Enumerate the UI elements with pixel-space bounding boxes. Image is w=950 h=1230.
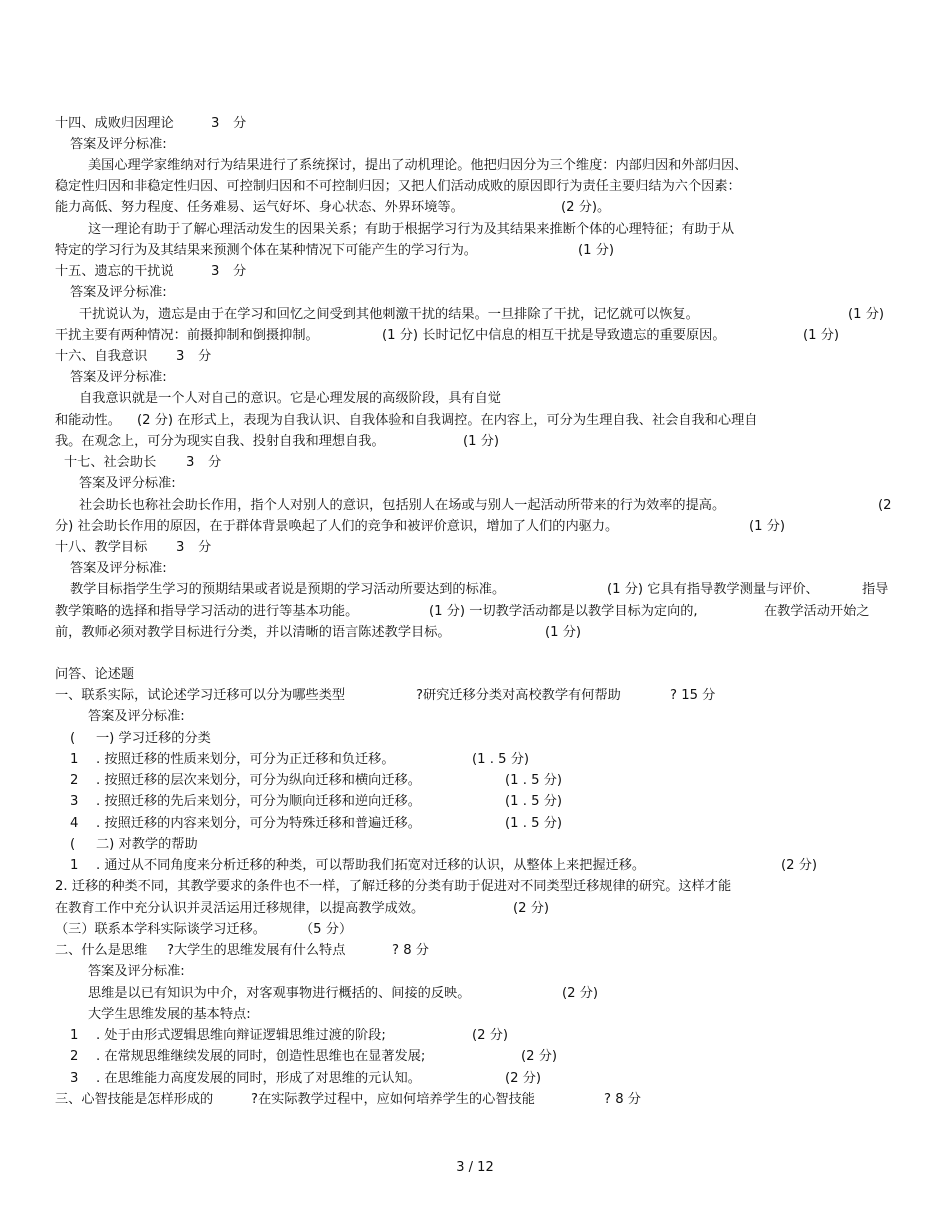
text-run: 分 xyxy=(233,116,247,131)
text-run: 4 xyxy=(70,816,79,831)
text-run: . 在思维能力高度发展的同时，形成了对思维的元认知。 xyxy=(96,1071,421,1086)
text-run: 稳定性归因和非稳定性归因、可控制归因和不可控制归因；又把人们活动成败的原因即行为责任主要归结为六个因素： xyxy=(55,179,741,194)
text-run: (2 分) xyxy=(562,986,599,1001)
text-run: 答案及评分标准: xyxy=(70,137,167,152)
text-run: (1 分) xyxy=(545,625,582,640)
text-run: 答案及评分标准: xyxy=(70,370,167,385)
text-run: (1 分) xyxy=(578,243,615,258)
text-run: 思维是以已有知识为中介，对客观事物进行概括的、间接的反映。 xyxy=(88,986,471,1001)
text-run: (1 分) xyxy=(803,328,840,343)
text-run: 答案及评分标准: xyxy=(79,476,176,491)
text-run: 2 xyxy=(70,773,79,788)
text-run: 指导 xyxy=(862,582,889,597)
text-run: ( xyxy=(70,731,76,746)
text-run: . 处于由形式逻辑思维向辩证逻辑思维过渡的阶段; xyxy=(96,1028,386,1043)
text-run: 教学目标指学生学习的预期结果或者说是预期的学习活动所要达到的标准。 xyxy=(70,582,506,597)
text-run: 干扰主要有两种情况：前摄抑制和倒摄抑制。 xyxy=(55,328,319,343)
text-run: 我。在观念上，可分为现实自我、投射自我和理想自我。 xyxy=(55,434,385,449)
text-run: . 按照迁移的先后来划分，可分为顺向迁移和逆向迁移。 xyxy=(96,794,421,809)
text-run: 前，教师必须对教学目标进行分类，并以清晰的语言陈述教学目标。 xyxy=(55,625,451,640)
text-run: 自我意识就是一个人对自己的意识。它是心理发展的高级阶段，具有自觉 xyxy=(79,391,501,406)
text-run: 干扰说认为，遗忘是由于在学习和回忆之间受到其他刺激干扰的结果。一旦排除了干扰，记忆就可以恢复。 xyxy=(79,307,699,322)
text-run: (1 分) 长时记忆中信息的相互干扰是导致遗忘的重要原因。 xyxy=(382,328,726,343)
text-run: (1 分) 它具有指导教学测量与评价、 xyxy=(607,582,819,597)
text-run: 答案及评分标准: xyxy=(88,709,185,724)
text-run: 十五、遗忘的干扰说 xyxy=(55,264,174,279)
text-run: 美国心理学家维纳对行为结果进行了系统探讨，提出了动机理论。他把归因分为三个维度：内部归因和外部归因、 xyxy=(88,158,748,173)
text-run: (2 分) 在形式上，表现为自我认识、自我体验和自我调控。在内容上，可分为生理自我、社会自我和心理自 xyxy=(137,413,758,428)
text-run: 社会助长也称社会助长作用，指个人对别人的意识，包括别人在场或与别人一起活动所带来的行为效率的提高。 xyxy=(79,498,726,513)
text-run: ( xyxy=(70,837,76,852)
text-run: 3 xyxy=(211,264,220,279)
text-run: 1 xyxy=(70,752,79,767)
text-run: 3 xyxy=(70,1071,79,1086)
text-run: 分) 社会助长作用的原因，在于群体背景唤起了人们的竞争和被评价意识，增加了人们的内驱力。 xyxy=(55,519,619,534)
text-run: 和能动性。 xyxy=(55,413,121,428)
text-run: 十六、自我意识 xyxy=(55,349,148,364)
text-run: (1 . 5 分) xyxy=(505,816,563,831)
text-run: 大学生思维发展的基本特点: xyxy=(88,1007,251,1022)
text-run: 1 xyxy=(70,1028,79,1043)
text-run: . 在常规思维继续发展的同时，创造性思维也在显著发展; xyxy=(96,1049,426,1064)
text-run: (2 分) xyxy=(521,1049,558,1064)
text-run: (1 分) 一切教学活动都是以教学目标为定向的, xyxy=(429,604,698,619)
text-run: 分 xyxy=(198,349,212,364)
text-run: 三、心智技能是怎样形成的 xyxy=(55,1092,214,1107)
page-number: 3 / 12 xyxy=(456,1160,494,1175)
text-run: 教学策略的选择和指导学习活动的进行等基本功能。 xyxy=(55,604,359,619)
text-run: 答案及评分标准: xyxy=(88,964,185,979)
text-run: (1 . 5 分) xyxy=(505,794,563,809)
text-run: 分 xyxy=(198,540,212,555)
text-run: (2 分) xyxy=(505,1071,542,1086)
text-run: ?大学生的思维发展有什么特点 xyxy=(167,943,346,958)
text-run: . 按照迁移的性质来划分，可分为正迁移和负迁移。 xyxy=(96,752,395,767)
text-run: (2 分) xyxy=(472,1028,509,1043)
text-run: 问答、论述题 xyxy=(55,667,135,682)
text-run: ? 8 分 xyxy=(604,1092,641,1107)
text-run: 3 xyxy=(70,794,79,809)
text-run: (2 分) xyxy=(513,901,550,916)
text-run: 答案及评分标准: xyxy=(70,285,167,300)
text-run: 十八、教学目标 xyxy=(55,540,148,555)
text-run: (1 分) xyxy=(749,519,786,534)
text-run: 1 xyxy=(70,858,79,873)
text-run: (1 分) xyxy=(463,434,500,449)
text-run: . 通过从不同角度来分析迁移的种类，可以帮助我们拓宽对迁移的认识，从整体上来把握迁移。 xyxy=(96,858,646,873)
text-run: (2 xyxy=(878,498,892,513)
text-run: 2 xyxy=(70,1049,79,1064)
text-run: 特定的学习行为及其结果来预测个体在某种情况下可能产生的学习行为。 xyxy=(55,243,477,258)
text-run: ? 8 分 xyxy=(392,943,429,958)
text-run: (1 分) xyxy=(848,307,885,322)
text-run: 3 xyxy=(176,540,185,555)
text-run: (2 分) xyxy=(781,858,818,873)
text-run: (1 . 5 分) xyxy=(505,773,563,788)
text-run: 一、联系实际，试论述学习迁移可以分为哪些类型 xyxy=(55,688,346,703)
text-run: （三）联系本学科实际谈学习迁移。 xyxy=(55,922,266,937)
text-run: 3 xyxy=(186,455,195,470)
text-run: （5 分） xyxy=(300,922,353,937)
text-run: . 按照迁移的内容来划分，可分为特殊迁移和普遍迁移。 xyxy=(96,816,421,831)
text-run: ?研究迁移分类对高校教学有何帮助 xyxy=(416,688,621,703)
text-run: 分 xyxy=(233,264,247,279)
text-run: 3 xyxy=(176,349,185,364)
text-run: 3 xyxy=(211,116,220,131)
text-run: . 按照迁移的层次来划分，可分为纵向迁移和横向迁移。 xyxy=(96,773,421,788)
text-run: 能力高低、努力程度、任务难易、运气好坏、身心状态、外界环境等。 xyxy=(55,200,464,215)
text-run: 在教学活动开始之 xyxy=(764,604,870,619)
text-run: 在教育工作中充分认识并灵活运用迁移规律，以提高教学成效。 xyxy=(55,901,425,916)
text-run: 答案及评分标准: xyxy=(70,561,167,576)
text-run: 2. 迁移的种类不同，其教学要求的条件也不一样，了解迁移的分类有助于促进对不同类型迁移规律的研究。这样才能 xyxy=(55,879,732,894)
text-run: 二) 对教学的帮助 xyxy=(96,837,198,852)
text-run: ? 15 分 xyxy=(670,688,716,703)
text-run: 分 xyxy=(208,455,222,470)
text-run: ?在实际教学过程中，应如何培养学生的心智技能 xyxy=(251,1092,535,1107)
text-run: 这一理论有助于了解心理活动发生的因果关系；有助于根据学习行为及其结果来推断个体的心理特征；有助于从 xyxy=(88,222,735,237)
text-run: 十七、社会助长 xyxy=(64,455,157,470)
text-run: 一) 学习迁移的分类 xyxy=(96,731,211,746)
text-run: (1 . 5 分) xyxy=(472,752,530,767)
text-run: 十四、成败归因理论 xyxy=(55,116,174,131)
text-run: 二、什么是思维 xyxy=(55,943,148,958)
text-run: (2 分)。 xyxy=(561,200,611,215)
